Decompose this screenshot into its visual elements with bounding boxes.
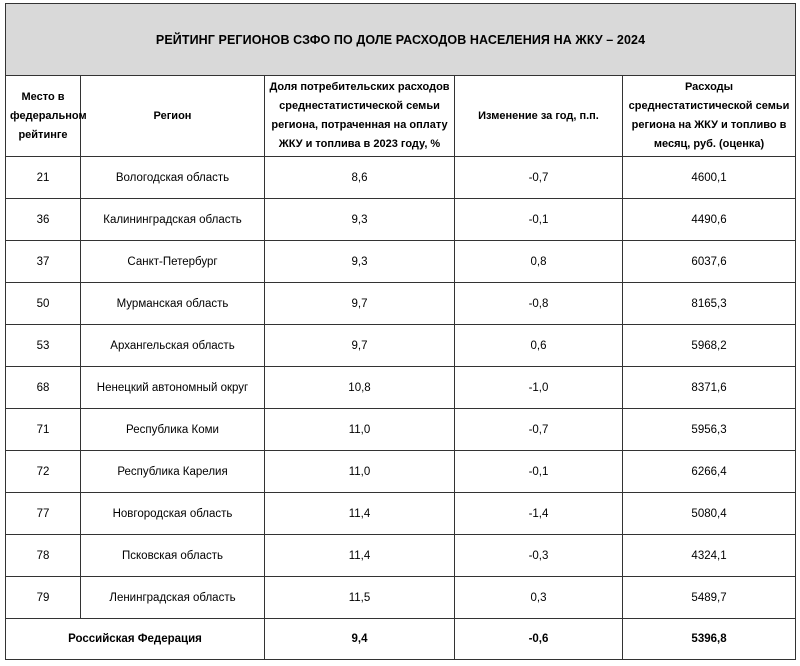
cell-rank: 50 <box>6 283 81 325</box>
cell-rank: 71 <box>6 409 81 451</box>
cell-spend: 8371,6 <box>623 367 796 409</box>
table-row <box>6 157 796 199</box>
cell-change: -1,0 <box>455 367 623 409</box>
cell-change: -0,7 <box>455 157 623 199</box>
table-row <box>6 241 796 283</box>
cell-region: Ненецкий автономный округ <box>81 367 265 409</box>
cell-share: 9,3 <box>265 241 455 283</box>
cell-share: 11,4 <box>265 535 455 577</box>
table-row <box>6 535 796 577</box>
cell-spend: 4324,1 <box>623 535 796 577</box>
cell-share: 9,3 <box>265 199 455 241</box>
cell-spend: 5956,3 <box>623 409 796 451</box>
cell-share: 9,7 <box>265 283 455 325</box>
table-row <box>6 283 796 325</box>
table-row <box>6 577 796 619</box>
cell-spend: 6266,4 <box>623 451 796 493</box>
header-spend: Расходы среднестатистической семьи региона на ЖКУ и топливо в месяц, руб. (оценка) <box>623 76 796 157</box>
total-spend: 5396,8 <box>623 619 796 660</box>
table-row <box>6 325 796 367</box>
cell-change: 0,3 <box>455 577 623 619</box>
cell-region: Новгородская область <box>81 493 265 535</box>
cell-rank: 68 <box>6 367 81 409</box>
cell-change: -0,3 <box>455 535 623 577</box>
cell-rank: 36 <box>6 199 81 241</box>
cell-rank: 37 <box>6 241 81 283</box>
cell-share: 10,8 <box>265 367 455 409</box>
cell-region: Мурманская область <box>81 283 265 325</box>
table-row <box>6 409 796 451</box>
total-change: -0,6 <box>455 619 623 660</box>
cell-spend: 4600,1 <box>623 157 796 199</box>
cell-spend: 5489,7 <box>623 577 796 619</box>
cell-change: 0,8 <box>455 241 623 283</box>
rating-table-container <box>5 3 795 660</box>
table-title: РЕЙТИНГ РЕГИОНОВ СЗФО ПО ДОЛЕ РАСХОДОВ НАСЕЛЕНИЯ НА ЖКУ – 2024 <box>6 4 796 76</box>
title-row <box>6 4 796 76</box>
cell-rank: 79 <box>6 577 81 619</box>
header-rank: Место в федеральном рейтинге <box>6 76 81 157</box>
cell-region: Республика Карелия <box>81 451 265 493</box>
total-row <box>6 619 796 660</box>
cell-share: 9,7 <box>265 325 455 367</box>
cell-region: Вологодская область <box>81 157 265 199</box>
cell-change: -0,1 <box>455 451 623 493</box>
cell-spend: 6037,6 <box>623 241 796 283</box>
cell-rank: 72 <box>6 451 81 493</box>
cell-spend: 4490,6 <box>623 199 796 241</box>
header-region: Регион <box>81 76 265 157</box>
cell-region: Псковская область <box>81 535 265 577</box>
total-label: Российская Федерация <box>6 619 265 660</box>
table-row <box>6 451 796 493</box>
cell-change: -1,4 <box>455 493 623 535</box>
cell-rank: 77 <box>6 493 81 535</box>
cell-change: -0,7 <box>455 409 623 451</box>
cell-region: Архангельская область <box>81 325 265 367</box>
cell-region: Ленинградская область <box>81 577 265 619</box>
header-change: Изменение за год, п.п. <box>455 76 623 157</box>
total-share: 9,4 <box>265 619 455 660</box>
rating-table <box>5 3 796 660</box>
cell-spend: 5968,2 <box>623 325 796 367</box>
cell-change: -0,8 <box>455 283 623 325</box>
cell-spend: 5080,4 <box>623 493 796 535</box>
cell-region: Республика Коми <box>81 409 265 451</box>
cell-region: Санкт-Петербург <box>81 241 265 283</box>
table-row <box>6 493 796 535</box>
cell-share: 11,4 <box>265 493 455 535</box>
cell-change: 0,6 <box>455 325 623 367</box>
table-row <box>6 199 796 241</box>
cell-share: 11,0 <box>265 451 455 493</box>
cell-share: 8,6 <box>265 157 455 199</box>
cell-share: 11,5 <box>265 577 455 619</box>
cell-spend: 8165,3 <box>623 283 796 325</box>
cell-rank: 78 <box>6 535 81 577</box>
cell-rank: 21 <box>6 157 81 199</box>
cell-region: Калининградская область <box>81 199 265 241</box>
header-row <box>6 76 796 157</box>
cell-share: 11,0 <box>265 409 455 451</box>
cell-change: -0,1 <box>455 199 623 241</box>
header-share: Доля потребительских расходов среднестатистической семьи региона, потраченная на оплату ЖКУ и топлива в 2023 году, % <box>265 76 455 157</box>
table-row <box>6 367 796 409</box>
cell-rank: 53 <box>6 325 81 367</box>
